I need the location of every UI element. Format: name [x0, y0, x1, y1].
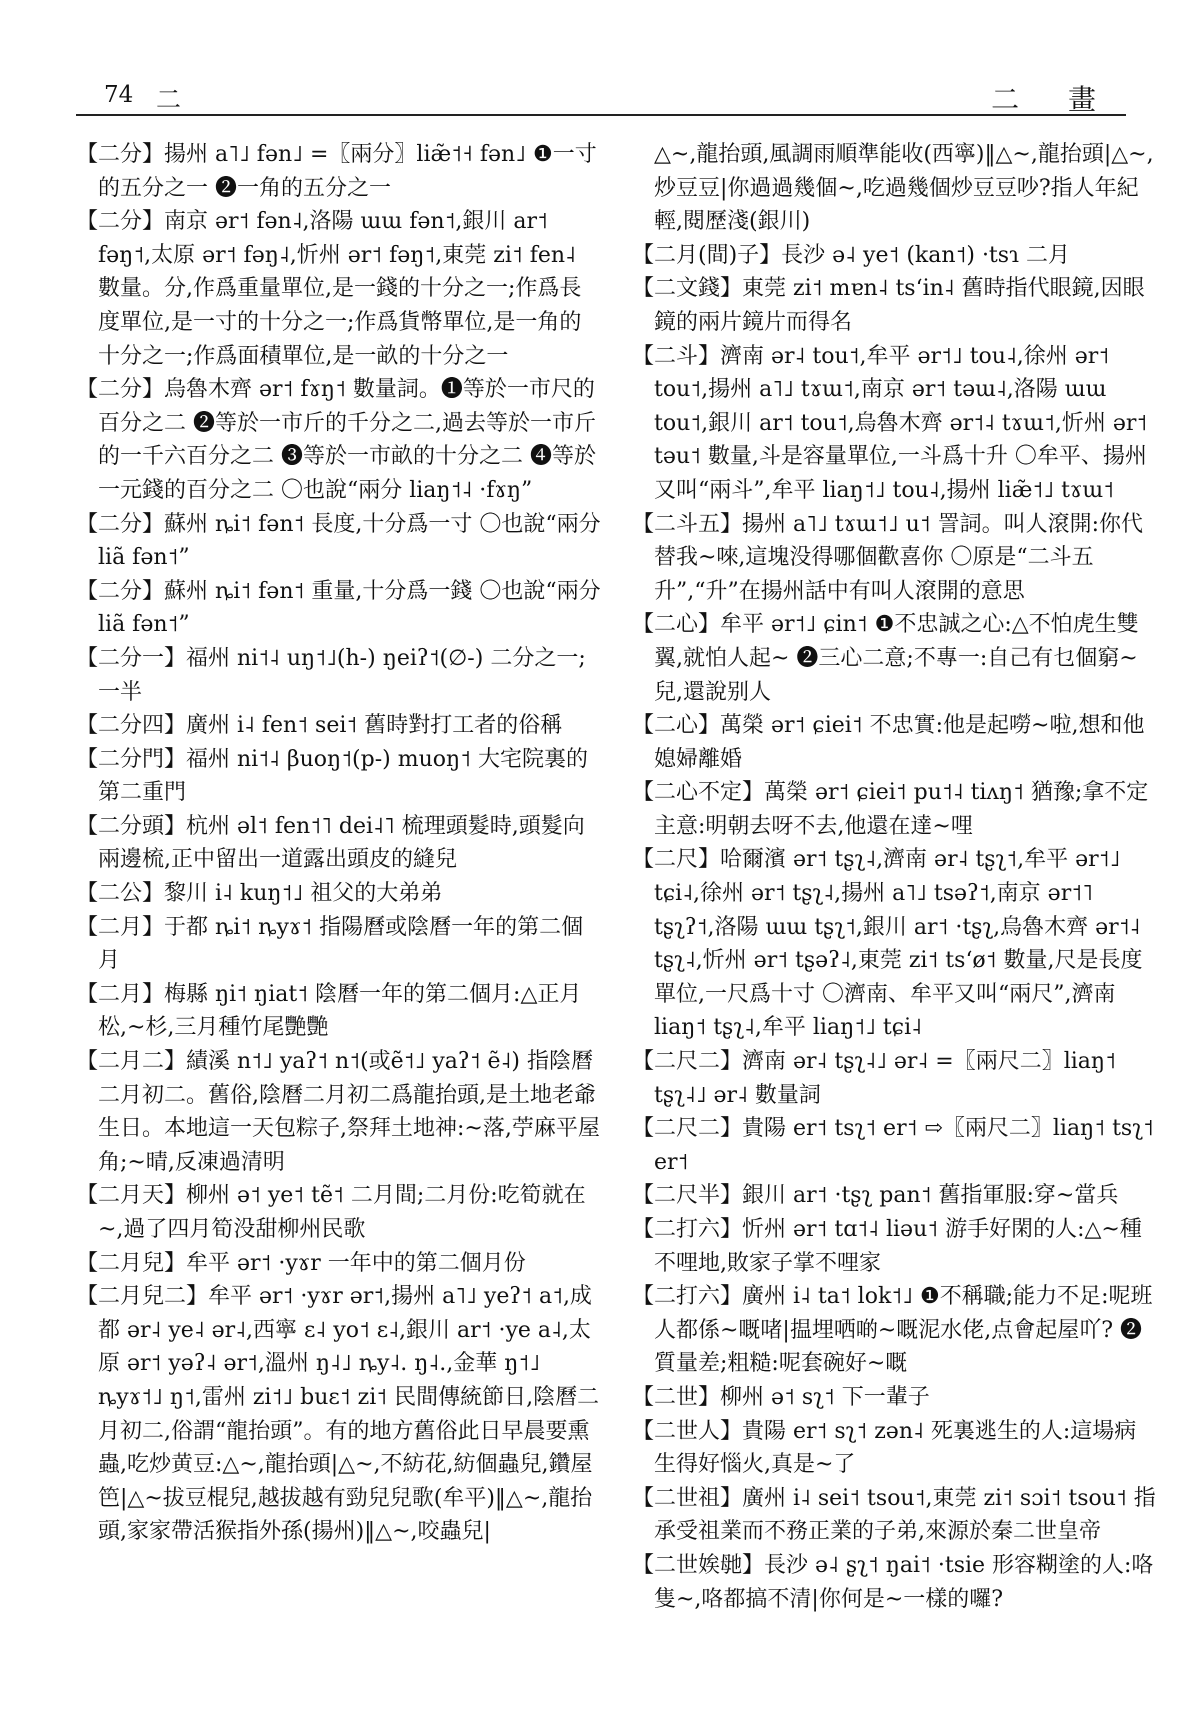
dictionary-entry: 【二尺半】銀川 ar˦ ·tʂʅ pan˦ 舊指軍服:穿~當兵	[632, 1183, 1119, 1209]
dictionary-entry: 【二世人】貴陽 er˦ sʅ˦ zən˨ 死裏逃生的人:這場病生得好惱火,真是~了	[632, 1418, 1137, 1478]
section-label-left: 二	[156, 85, 182, 114]
dictionary-entry: 【二斗】濟南 ər˨ tou˦,牟平 ər˦˩ tou˨,徐州 ər˦ tou˦,揚州 a˥˩ tɤɯ˦,南京 ər˦ təɯ˨,洛陽 ɯɯ tou˦,銀川 ar˦ tou˦,烏魯木齊 ər˦˨ tɤɯ˦,忻州 ər˦ təu˦ 數量,斗是容量單位,一斗爲十升 〇牟平、揚州又叫“兩斗”,牟平 liaŋ˦˩ tou˨,揚州 liæ̃˦˩ tɤɯ˦	[632, 343, 1148, 503]
dictionary-entry: 【二分門】福州 ni˦˨ βuoŋ˦(p-) muoŋ˦ 大宅院裏的第二重門	[76, 746, 589, 806]
dictionary-entry: 【二斗五】揚州 a˥˩ tɤɯ˦˩ u˦ 詈詞。叫人滾開:你代替我~唻,這塊没得哪個歡喜你 〇原是“二斗五升”,“升”在揚州話中有叫人滾開的意思	[632, 511, 1144, 604]
dictionary-entry: 【二尺二】貴陽 er˦ tsʅ˦ er˦ ⇨〖兩尺二〗liaŋ˦ tsʅ˦ er˦	[632, 1116, 1154, 1175]
dictionary-entry: 【二月】梅縣 ŋi˦ ŋiat˦ 陰曆一年的第二個月:△正月松,~杉,三月種竹尾艷艷	[76, 981, 582, 1041]
dictionary-entry: 【二月兒二】牟平 ər˦ ·yɤr ər˦,揚州 a˥˩ yeʔ˦ a˦,成都 ər˨ ye˨ ər˨,西寧 ɛ˨ yo˦ ɛ˨,銀川 ar˦ ·ye a˨,太原 ər˦ yəʔ˨ ər˦,溫州 ŋ˨˩ ȵy˨. ŋ˨.,金華 ŋ˦˩ ȵyɤ˦˩ ŋ˦,雷州 zi˦˩ buɛ˦ zi˦ 民間傳統節日,陰曆二月初二,俗謂“龍抬頭”。有的地方舊俗此日早晨要熏蟲,吃炒黄豆:△~,龍抬頭|△~,不紡花,紡個蟲兒,鑽屋笆|△~拔豆棍兒,越拔越有勁兒兒歌(牟平)‖△~,龍抬頭,家家帶活猴指外孫(揚州)‖△~,咬蟲兒|	[76, 1284, 600, 1545]
dictionary-entry: 【二月(間)子】長沙 ə˨ ye˦ (kan˦) ·tsɿ 二月	[632, 242, 1071, 268]
dictionary-entry: 【二分頭】杭州 əl˦ fen˦˥ dei˨˥ 梳理頭髮時,頭髮向兩邊梳,正中留出一道露出頭皮的縫兒	[76, 813, 585, 873]
header-rule	[76, 114, 1126, 116]
dictionary-entry: 【二打六】廣州 i˨ ta˦ lok˦˩ ❶不稱職;能力不足:呢班人都係~嘅啫|揾埋哂啲~嘅泥水佬,点會起屋吖? ❷質量差;粗糙:呢套碗好~嘅	[632, 1284, 1153, 1377]
right-column	[632, 138, 1157, 1616]
page-header	[76, 76, 1116, 116]
dictionary-entry: 【二分四】廣州 i˨ fen˦ sei˦ 舊時對打工者的俗稱	[76, 713, 563, 739]
dictionary-entry: 【二打六】忻州 ər˦ tɑ˦˨ liəu˦ 游手好閑的人:△~種不哩地,敗家子掌不哩家	[632, 1217, 1142, 1276]
dictionary-entry: 【二公】黎川 i˨ kuŋ˦˩ 祖父的大弟弟	[76, 881, 443, 907]
dictionary-entry-continuation: △~,龍抬頭,風調雨順準能收(西寧)‖△~,龍抬頭|△~,炒豆豆|你過過幾個~,吃過幾個炒豆豆吵?指人年紀輕,閱歷淺(銀川)	[654, 142, 1154, 235]
left-column	[76, 138, 601, 1549]
page-number: 74	[104, 82, 134, 108]
dictionary-entry: 【二文錢】東莞 zi˦ mɐn˨ tsʻin˨ 舊時指代眼鏡,因眼鏡的兩片鏡片而得名	[632, 276, 1145, 335]
dictionary-entry: 【二月】于都 ȵi˦ ȵyɤ˦ 指陽曆或陰曆一年的第二個月	[76, 914, 584, 974]
dictionary-entry: 【二分】蘇州 ȵi˦ fən˦ 重量,十分爲一錢 〇也說“兩分 liã fən˦”	[76, 578, 601, 638]
dictionary-entry: 【二月二】績溪 n˦˩ yaʔ˦ n˦(或ẽ˦˩ yaʔ˦ ẽ˨) 指陰曆二月初二。舊俗,陰曆二月初二爲龍抬頭,是土地老爺生日。本地這一天包粽子,祭拜土地神:~落,苧麻平屋角;~晴,反凍過清明	[76, 1049, 600, 1175]
dictionary-entry: 【二尺二】濟南 ər˨ tʂʅ˨˩ ər˨ =〖兩尺二〗liaŋ˦ tʂʅ˨˩ ər˨ 數量詞	[632, 1049, 1116, 1108]
dictionary-entry: 【二心】牟平 ər˦˩ ɕin˦ ❶不忠誠之心:△不怕虎生雙翼,就怕人起~ ❷三心二意;不專一:自己有乜個窮~兒,還說别人	[632, 612, 1139, 705]
dictionary-entry: 【二分】烏魯木齊 ər˦ fɤŋ˦ 數量詞。❶等於一市尺的百分之二 ❷等於一市斤的千分之二,過去等於一市斤的一千六百分之二 ❸等於一市畝的十分之二 ❹等於一元錢的百分之二 〇也說“兩分 liaŋ˦˨ ·fɤŋ”	[76, 377, 596, 503]
dictionary-entry: 【二月兒】牟平 ər˦ ·yɤr 一年中的第二個月份	[76, 1250, 526, 1276]
dictionary-entry: 【二分一】福州 ni˦˨ uŋ˦˩(h-) ŋeiʔ˦(∅-) 二分之一;一半	[76, 645, 586, 705]
dictionary-entry: 【二心】萬榮 ər˦ ɕiei˦ 不忠實:他是起嘮~啦,想和他媳婦離婚	[632, 713, 1145, 772]
dictionary-entry: 【二月天】柳州 ə˦ ye˦ tẽ˦ 二月間;二月份:吃筍就在~,過了四月筍没甜柳州民歌	[76, 1183, 586, 1242]
dictionary-entry: 【二世】柳州 ə˦ sʅ˦ 下一輩子	[632, 1384, 930, 1410]
dictionary-entry: 【二尺】哈爾濱 ər˦ tʂʅ˨,濟南 ər˨ tʂʅ˦,牟平 ər˦˩ tɕi˨,徐州 ər˦ tʂʅ˨,揚州 a˥˩ tsəʔ˦,南京 ər˦˥ tʂʅʔ˦,洛陽 ɯɯ tʂʅ˦,銀川 ar˦ ·tʂʅ,烏魯木齊 ər˦˨ tʂʅ˨,忻州 ər˦ tʂəʔ˨,東莞 zi˦ tsʻø˦ 數量,尺是長度單位,一尺爲十寸 〇濟南、牟平又叫“兩尺”,濟南 liaŋ˦ tʂʅ˨,牟平 liaŋ˦˩ tɕi˨	[632, 847, 1143, 1041]
dictionary-entry: 【二分】蘇州 ȵi˦ fən˦ 長度,十分爲一寸 〇也說“兩分 liã fən˦”	[76, 511, 601, 571]
section-label-right: 二 畫	[991, 83, 1116, 116]
dictionary-entry: 【二分】揚州 a˥˩ fən˩ =〖兩分〗liæ̃˦˧ fən˩ ❶一寸的五分之一 ❷一角的五分之一	[76, 142, 597, 201]
dictionary-entry: 【二世娭毑】長沙 ə˨ ʂʅ˦ ŋai˦ ·tsie 形容糊塗的人:咯隻~,咯都搞不清|你何是~一樣的囉?	[632, 1552, 1154, 1612]
dictionary-entry: 【二分】南京 ər˦ fən˨,洛陽 ɯɯ fən˦,銀川 ar˦ fəŋ˦,太原 ər˦ fəŋ˨,忻州 ər˦ fəŋ˦,東莞 zi˦ fen˨ 數量。分,作爲重量單位,是一錢的十分之一;作爲長度單位,是一寸的十分之一;作爲貨幣單位,是一角的十分之一;作爲面積單位,是一畝的十分之一	[76, 209, 582, 369]
dictionary-entry: 【二心不定】萬榮 ər˦ ɕiei˦ pu˦˨ tiʌŋ˦ 猶豫;拿不定主意:明朝去呀不去,他還在達~哩	[632, 780, 1149, 839]
dictionary-entry: 【二世祖】廣州 i˨ sei˦ tsou˦,東莞 zi˦ sɔi˦ tsou˦ 指承受祖業而不務正業的子弟,來源於秦二世皇帝	[632, 1485, 1156, 1545]
